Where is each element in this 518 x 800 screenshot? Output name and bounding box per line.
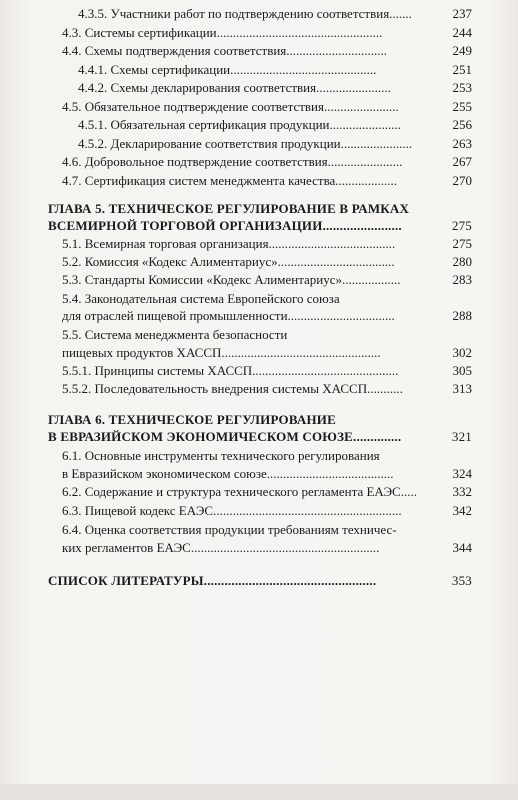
toc-entry-page: 267 — [452, 154, 472, 169]
toc-entry-title: 4.4.2. Схемы декларирования соответствия....................... — [78, 80, 391, 95]
toc-entry-page: 344 — [452, 540, 472, 555]
toc-entry-title: 4.5.1. Обязательная сертификация продукции...................... — [78, 117, 402, 132]
toc-entry-title: 6.2. Содержание и структура технического регламента ЕАЭС..... — [62, 484, 417, 499]
toc-entry-page: 270 — [452, 173, 472, 188]
toc-entry-title: 5.5.1. Принципы системы ХАССП............................................. — [62, 363, 399, 378]
toc-entry-page: 249 — [452, 43, 472, 58]
toc-entry-title: 4.3.5. Участники работ по подтверждению соответствия....... — [78, 6, 412, 21]
toc-entry-title: 5.5.2. Последовательность внедрения системы ХАССП........... — [62, 381, 403, 396]
toc-entry-page: 253 — [452, 80, 472, 95]
toc-entry-title: 5.5. Система менеджмента безопасности — [62, 327, 288, 342]
toc-entry-page: 353 — [451, 573, 472, 588]
toc-entry-page: 302 — [452, 345, 472, 360]
toc-entry-title: ГЛАВА 5. ТЕХНИЧЕСКОЕ РЕГУЛИРОВАНИЕ В РАМКАХ — [48, 201, 410, 216]
toc-entry-page: 321 — [451, 429, 472, 444]
toc-entry-title: 6.4. Оценка соответствия продукции требованиям техничес- — [62, 522, 397, 537]
toc-entry-title: ВСЕМИРНОЙ ТОРГОВОЙ ОРГАНИЗАЦИИ....................... — [48, 218, 402, 233]
toc-entry-title: 6.1. Основные инструменты технического регулирования — [62, 448, 380, 463]
toc-entry-title: для отраслей пищевой промышленности................................. — [62, 308, 395, 323]
toc-entry-page: 332 — [452, 484, 472, 499]
toc-entry-page: 255 — [452, 99, 472, 114]
toc-entry-title: 4.5.2. Декларирование соответствия продукции...................... — [78, 136, 413, 151]
toc-entry-page: 313 — [452, 381, 472, 396]
toc-entry-title: СПИСОК ЛИТЕРАТУРЫ.................................................. — [48, 573, 377, 588]
toc-entry-page: 305 — [452, 363, 472, 378]
toc-entry-page: 342 — [452, 503, 472, 518]
toc-entry-page: 256 — [452, 117, 472, 132]
toc-entry-title: 5.2. Комиссия «Кодекс Алиментариус».................................... — [62, 254, 395, 269]
toc-entry-page: 324 — [452, 466, 472, 481]
toc-entry-title: 6.3. Пищевой кодекс ЕАЭС.......................................................... — [62, 503, 402, 518]
toc-entry-page: 280 — [452, 254, 472, 269]
toc-entry-page: 283 — [452, 272, 472, 287]
toc-entry-title: ких регламентов ЕАЭС.......................................................... — [62, 540, 380, 555]
toc-entry-page: 263 — [452, 136, 472, 151]
toc-entry-title: в Евразийском экономическом союзе....................................... — [62, 466, 394, 481]
toc-entry-title: 4.3. Системы сертификации................................................... — [62, 25, 383, 40]
toc-entry-title: 5.3. Стандарты Комиссии «Кодекс Алиментариус».................. — [62, 272, 401, 287]
toc-entry-page: 251 — [452, 62, 472, 77]
toc-entry-page: 244 — [452, 25, 472, 40]
toc-entry-page: 288 — [452, 308, 472, 323]
toc-entry-page: 275 — [451, 218, 472, 233]
toc-entry-title: 4.4.1. Схемы сертификации............................................. — [78, 62, 377, 77]
toc-entry-title: пищевых продуктов ХАССП................................................. — [62, 345, 381, 360]
toc-entry-page: 275 — [452, 236, 472, 251]
toc-entry-title: ГЛАВА 6. ТЕХНИЧЕСКОЕ РЕГУЛИРОВАНИЕ — [48, 412, 336, 427]
toc-entry-title: 5.4. Законодательная система Европейского союза — [62, 291, 340, 306]
toc-entry-title: 4.6. Добровольное подтверждение соответствия....................... — [62, 154, 403, 169]
toc-entry-page: 237 — [452, 6, 472, 21]
page-bottom-edge — [0, 784, 518, 800]
toc-entry-title: 4.5. Обязательное подтверждение соответствия....................... — [62, 99, 399, 114]
toc-entry-title: 4.4. Схемы подтверждения соответствия............................... — [62, 43, 388, 58]
toc-entry-title: 5.1. Всемирная торговая организация....................................... — [62, 236, 396, 251]
toc-entry-title: В ЕВРАЗИЙСКОМ ЭКОНОМИЧЕСКОМ СОЮЗЕ.............. — [48, 429, 402, 444]
toc-entry-title: 4.7. Сертификация систем менеджмента качества................... — [62, 173, 398, 188]
